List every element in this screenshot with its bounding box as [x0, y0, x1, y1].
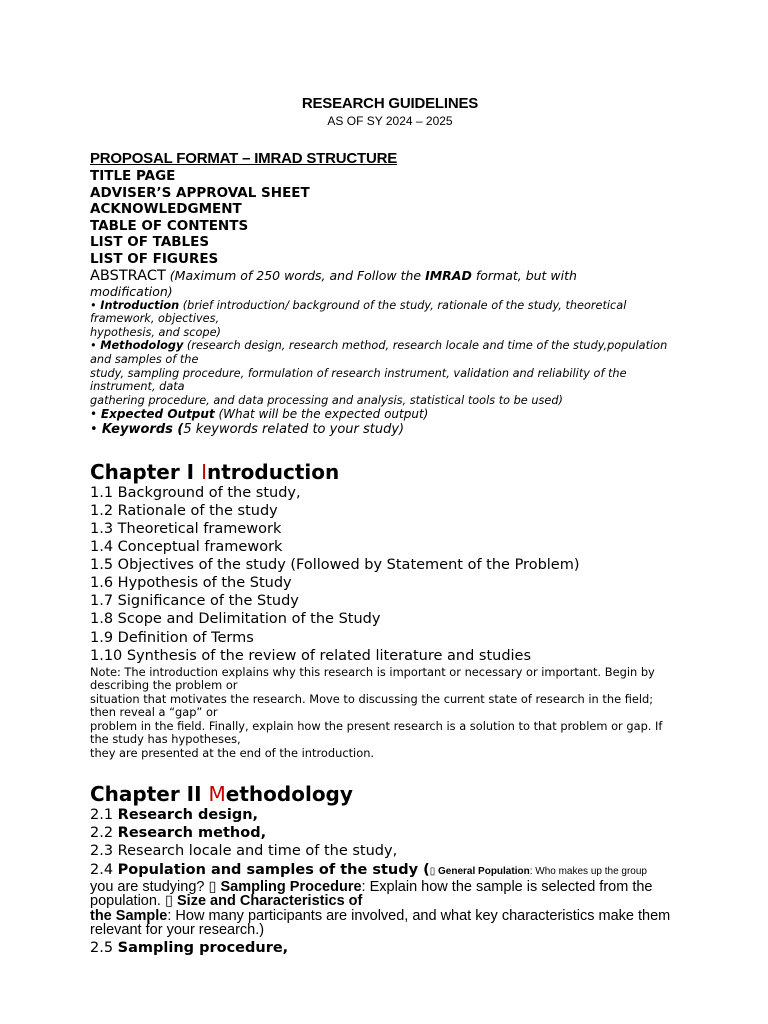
method-line-1: (research design, research method, research locale and time of the study,population	[183, 339, 668, 353]
abstract-line	[90, 268, 690, 284]
proposal-item-acknowledgment: ACKNOWLEDGMENT	[90, 201, 242, 218]
chapter-1-item: 1.2 Rationale of the study	[90, 502, 278, 519]
note-line: problem in the field. Finally, explain how the present research is a solution to that problem or gap. If	[90, 718, 663, 733]
method-bullet-line	[90, 339, 690, 353]
chapter-2-heading	[90, 782, 690, 806]
bullet-glyph: •	[90, 422, 102, 438]
chapter-1-item: 1.6 Hypothesis of the Study	[90, 575, 292, 592]
note-line: then reveal a “gap” or	[90, 705, 218, 720]
intro-line-3: hypothesis, and scope)	[90, 325, 221, 339]
proposal-format-heading: PROPOSAL FORMAT – IMRAD STRUCTURE	[90, 150, 398, 167]
note-line: they are presented at the end of the introduction.	[90, 745, 375, 760]
chapter-1-item: 1.3 Theoretical framework	[90, 521, 282, 537]
square-glyph-icon: ▯	[429, 865, 439, 877]
pop-label-sampling: Sampling Procedure	[220, 878, 362, 895]
keywords-label: Keywords (	[101, 422, 184, 438]
expected-output-label: Expected Output	[100, 407, 215, 422]
method-line-4: instrument, data	[90, 380, 185, 394]
pop-text-1: : Who makes up the group	[529, 865, 647, 877]
chapter-1-prefix: Chapter I	[90, 459, 202, 484]
intro-bullet-line	[90, 299, 690, 313]
item-text: Research method,	[117, 825, 267, 842]
bullet-glyph: •	[90, 407, 101, 422]
proposal-item-table-of-contents: TABLE OF CONTENTS	[90, 217, 249, 234]
abstract-note-2: format, but with	[471, 267, 577, 283]
chapter-2-item	[90, 824, 690, 842]
chapter-1-item: 1.4 Conceptual framework	[90, 539, 283, 556]
item-number: 2.2	[90, 825, 118, 842]
item-text: Research design,	[117, 807, 259, 824]
introduction-note	[90, 666, 690, 761]
chapter-1-rest: ntroduction	[207, 459, 340, 484]
intro-label: Introduction	[100, 298, 180, 312]
pop-label-size: Size and Characteristics of	[177, 893, 363, 910]
intro-line-2: framework, objectives,	[90, 312, 220, 326]
chapter-2-prefix: Chapter II	[90, 782, 209, 807]
item-text: Sampling procedure,	[117, 939, 289, 956]
document-title: RESEARCH GUIDELINES	[301, 95, 479, 112]
method-label: Methodology	[100, 339, 184, 353]
abstract-note-1: (Maximum of 250 words, and Follow the	[165, 267, 426, 283]
method-line-2: and samples of the	[90, 352, 199, 366]
chapter-2-item-population	[90, 862, 690, 880]
pop-text-3: : Explain how the sample is selected from the population.	[90, 878, 653, 910]
bullet-glyph: •	[90, 298, 101, 312]
keywords-line	[90, 422, 690, 438]
pop-label-general: General Population	[438, 865, 530, 877]
square-glyph-icon: ▯	[164, 893, 177, 910]
note-line: Note: The introduction explains why this research is important or necessary or important. Begin by	[90, 664, 655, 679]
proposal-item-title-page: TITLE PAGE	[90, 168, 176, 184]
chapter-1-item: 1.10 Synthesis of the review of related literature and studies	[90, 647, 532, 664]
note-line: situation that motivates the research. Move to discussing the current state of research in the field;	[90, 691, 654, 706]
item-paren: (	[418, 861, 430, 878]
proposal-item-list-of-figures: LIST OF FIGURES	[90, 250, 219, 267]
pop-text-2: you are studying?	[90, 878, 209, 895]
pop-line-3	[90, 909, 690, 938]
method-line-5: gathering procedure, and data processing and analysis, statistical tools to be used)	[90, 393, 563, 407]
pop-line-2	[90, 880, 690, 909]
chapter-2-rest: ethodology	[225, 782, 353, 807]
chapter-2-item	[90, 806, 690, 824]
item-number: 2.1	[90, 807, 118, 824]
keywords-text: 5 keywords related to your study)	[183, 422, 405, 438]
chapter-2-red-letter: M	[208, 782, 226, 807]
note-line: the study has hypotheses,	[90, 732, 241, 747]
chapter-1-item: 1.8 Scope and Delimitation of the Study	[90, 611, 381, 628]
abstract-line-2: modification)	[90, 283, 173, 299]
document-page	[90, 94, 690, 957]
chapter-2-item: 2.3 Research locale and time of the study,	[90, 843, 398, 860]
pop-label-sample: the Sample	[90, 907, 168, 924]
chapter-1-item: 1.1 Background of the study,	[90, 484, 301, 501]
item-number: 2.5	[90, 939, 118, 956]
square-glyph-icon: ▯	[208, 878, 221, 895]
chapter-1-heading	[90, 460, 690, 484]
intro-line-1: (brief introduction/ background of the study, rationale of the study, theoretical	[179, 298, 627, 312]
note-line: describing the problem or	[90, 678, 238, 693]
chapter-2-item	[90, 939, 690, 957]
abstract-imrad: IMRAD	[425, 267, 472, 283]
chapter-1-item: 1.5 Objectives of the study (Followed by Statement of the Problem)	[90, 557, 580, 574]
chapter-1-red-letter: I	[201, 459, 207, 484]
chapter-1-item: 1.7 Significance of the Study	[90, 593, 299, 610]
abstract-label: ABSTRACT	[90, 267, 166, 284]
document-subtitle: AS OF SY 2024 – 2025	[327, 114, 453, 128]
method-line-3: study, sampling procedure, formulation of research instrument, validation and reliability of the	[90, 366, 627, 380]
item-number: 2.4	[90, 861, 118, 878]
proposal-item-list-of-tables: LIST OF TABLES	[90, 234, 210, 251]
proposal-item-approval-sheet: ADVISER’S APPROVAL SHEET	[90, 184, 310, 201]
bullet-glyph: •	[90, 339, 101, 353]
expected-output-line	[90, 407, 690, 422]
pop-text-4: : How many participants are involved, and what key characteristics make them relevant for your research.)	[90, 907, 671, 939]
chapter-1-item: 1.9 Definition of Terms	[90, 629, 254, 646]
item-text: Population and samples of the study	[117, 861, 419, 878]
expected-output-text: (What will be the expected output)	[214, 407, 429, 422]
